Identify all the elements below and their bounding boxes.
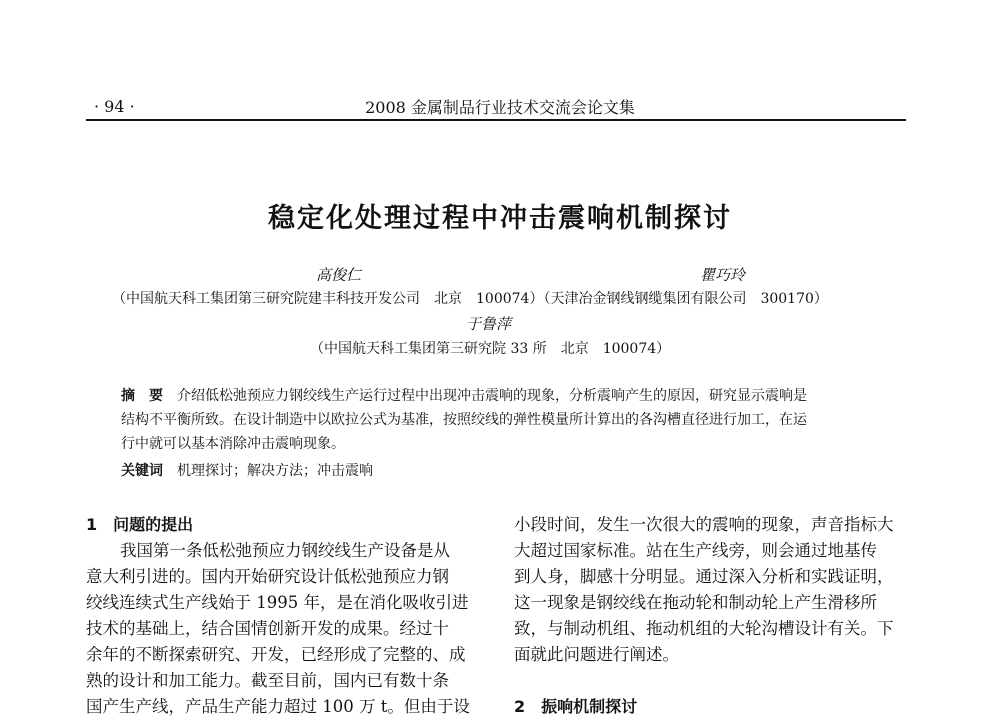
- abstract-label: 摘 要: [121, 388, 163, 404]
- page-number: · 94 ·: [94, 97, 135, 116]
- section-heading: 1 问题的提出: [86, 515, 194, 534]
- keywords-text: 机理探讨；解决方法；冲击震响: [177, 463, 373, 479]
- body-text-line: 国产生产线，产品生产能力超过 100 万 t。但由于设: [86, 697, 470, 716]
- section-heading: 2 振响机制探讨: [514, 697, 638, 716]
- body-text-line: 我国第一条低松弛预应力钢绞线生产设备是从: [120, 541, 450, 560]
- affiliation-line: （中国航天科工集团第三研究院 33 所 北京 100074）: [310, 341, 671, 357]
- author-name: 于鲁萍: [466, 315, 512, 333]
- body-text-line: 这一现象是钢绞线在拖动轮和制动轮上产生滑移所: [514, 593, 877, 612]
- affiliation-line: （中国航天科工集团第三研究院建丰科技开发公司 北京 100074）（天津冶金钢线钢缆集团有限公司 300170）: [112, 291, 828, 307]
- running-header: 2008 金属制品行业技术交流会论文集: [365, 98, 635, 117]
- author-name: 瞿巧玲: [700, 266, 746, 284]
- abstract-line: [121, 384, 807, 408]
- abstract-line: 结构不平衡所致。在设计制造中以欧拉公式为基准，按照绞线的弹性模量所计算出的各沟槽直径进行加工，在运: [121, 412, 807, 428]
- body-text-line: 小段时间，发生一次很大的震响的现象，声音指标大: [514, 515, 894, 534]
- keywords-label: 关键词: [121, 463, 163, 479]
- abstract-text: 介绍低松弛预应力钢绞线生产运行过程中出现冲击震响的现象，分析震响产生的原因，研究显示震响是: [177, 388, 807, 404]
- body-text-line: 熟的设计和加工能力。截至目前，国内已有数十条: [86, 671, 449, 690]
- body-text-line: 技术的基础上，结合国情创新开发的成果。经过十: [86, 619, 449, 638]
- body-text-line: 意大利引进的。国内开始研究设计低松弛预应力钢: [86, 567, 449, 586]
- author-name: 高俊仁: [316, 266, 362, 284]
- body-text-line: 大超过国家标准。站在生产线旁，则会通过地基传: [514, 541, 877, 560]
- body-text-line: 绞线连续式生产线始于 1995 年，是在消化吸收引进: [86, 593, 469, 612]
- keywords-line: [121, 459, 373, 483]
- body-text-line: 面就此问题进行阐述。: [514, 645, 679, 664]
- header-rule: [86, 119, 906, 121]
- body-text-line: 致，与制动机组、拖动机组的大轮沟槽设计有关。下: [514, 619, 894, 638]
- body-text-line: 余年的不断探索研究、开发，已经形成了完整的、成: [86, 645, 466, 664]
- paper-title: 稳定化处理过程中冲击震响机制探讨: [268, 203, 732, 234]
- abstract-line: 行中就可以基本消除冲击震响现象。: [121, 436, 345, 452]
- body-text-line: 到人身，脚感十分明显。通过深入分析和实践证明，: [514, 567, 894, 586]
